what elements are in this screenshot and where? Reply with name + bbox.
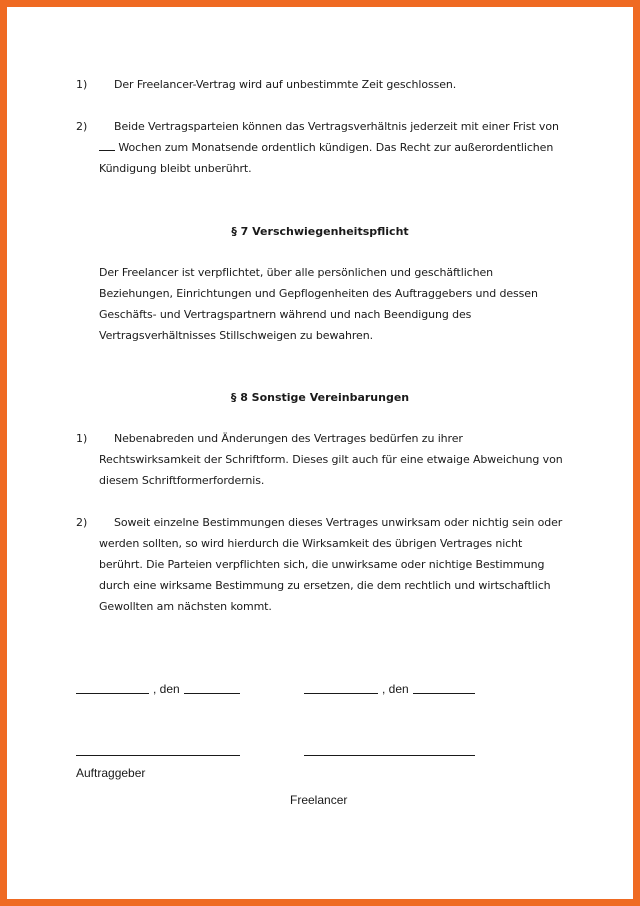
place-field-right[interactable] — [304, 693, 378, 694]
paragraph-line: diesem Schriftformerfordernis. — [99, 474, 265, 487]
paragraph-line: Gewollten am nächsten kommt. — [99, 600, 272, 613]
client-signature-label: Auftraggeber — [76, 766, 146, 780]
list-number: 2) — [76, 516, 88, 529]
paragraph-line: Geschäfts- und Vertragspartnern während und nach Beendigung des — [99, 308, 472, 321]
date-field-left[interactable] — [184, 693, 240, 694]
place-field-left[interactable] — [76, 693, 149, 694]
signature-line-client[interactable] — [76, 755, 240, 756]
section-heading: § 8 Sonstige Vereinbarungen — [230, 391, 410, 404]
fill-in-blank[interactable] — [99, 139, 115, 151]
paragraph-line: Vertragsverhältnisses Stillschweigen zu bewahren. — [99, 329, 373, 342]
paragraph-line: Soweit einzelne Bestimmungen dieses Vertrages unwirksam oder nichtig sein oder — [114, 516, 563, 529]
paragraph-line: Der Freelancer-Vertrag wird auf unbestimmte Zeit geschlossen. — [114, 78, 457, 91]
section-heading: § 7 Verschwiegenheitspflicht — [231, 225, 409, 238]
paragraph-line: Beide Vertragsparteien können das Vertragsverhältnis jederzeit mit einer Frist von — [114, 120, 559, 133]
paragraph-line: durch eine wirksame Bestimmung zu ersetzen, die dem rechtlich und wirtschaftlich — [99, 579, 551, 592]
paragraph-line: werden sollten, so wird hierdurch die Wirksamkeit des übrigen Vertrages nicht — [99, 537, 523, 550]
document-page — [7, 7, 633, 899]
list-number: 1) — [76, 78, 88, 91]
signature-line-freelancer[interactable] — [304, 755, 475, 756]
paragraph-line: Kündigung bleibt unberührt. — [99, 162, 252, 175]
den-label-right: , den — [382, 682, 409, 696]
date-field-right[interactable] — [413, 693, 475, 694]
freelancer-signature-label: Freelancer — [290, 793, 348, 807]
den-label-left: , den — [153, 682, 180, 696]
paragraph-line: Rechtswirksamkeit der Schriftform. Dieses gilt auch für eine etwaige Abweichung von — [99, 453, 563, 466]
list-number: 2) — [76, 120, 88, 133]
paragraph-line: berührt. Die Parteien verpflichten sich, die unwirksame oder nichtige Bestimmung — [99, 558, 545, 571]
paragraph-line-text: Wochen zum Monatsende ordentlich kündigen. Das Recht zur außerordentlichen — [118, 141, 554, 154]
paragraph-line: Beziehungen, Einrichtungen und Gepflogenheiten des Auftraggebers und dessen — [99, 287, 538, 300]
paragraph-line: Nebenabreden und Änderungen des Vertrages bedürfen zu ihrer — [114, 432, 463, 445]
list-number: 1) — [76, 432, 88, 445]
paragraph-line: Der Freelancer ist verpflichtet, über alle persönlichen und geschäftlichen — [99, 266, 494, 279]
paragraph-line — [99, 137, 553, 158]
